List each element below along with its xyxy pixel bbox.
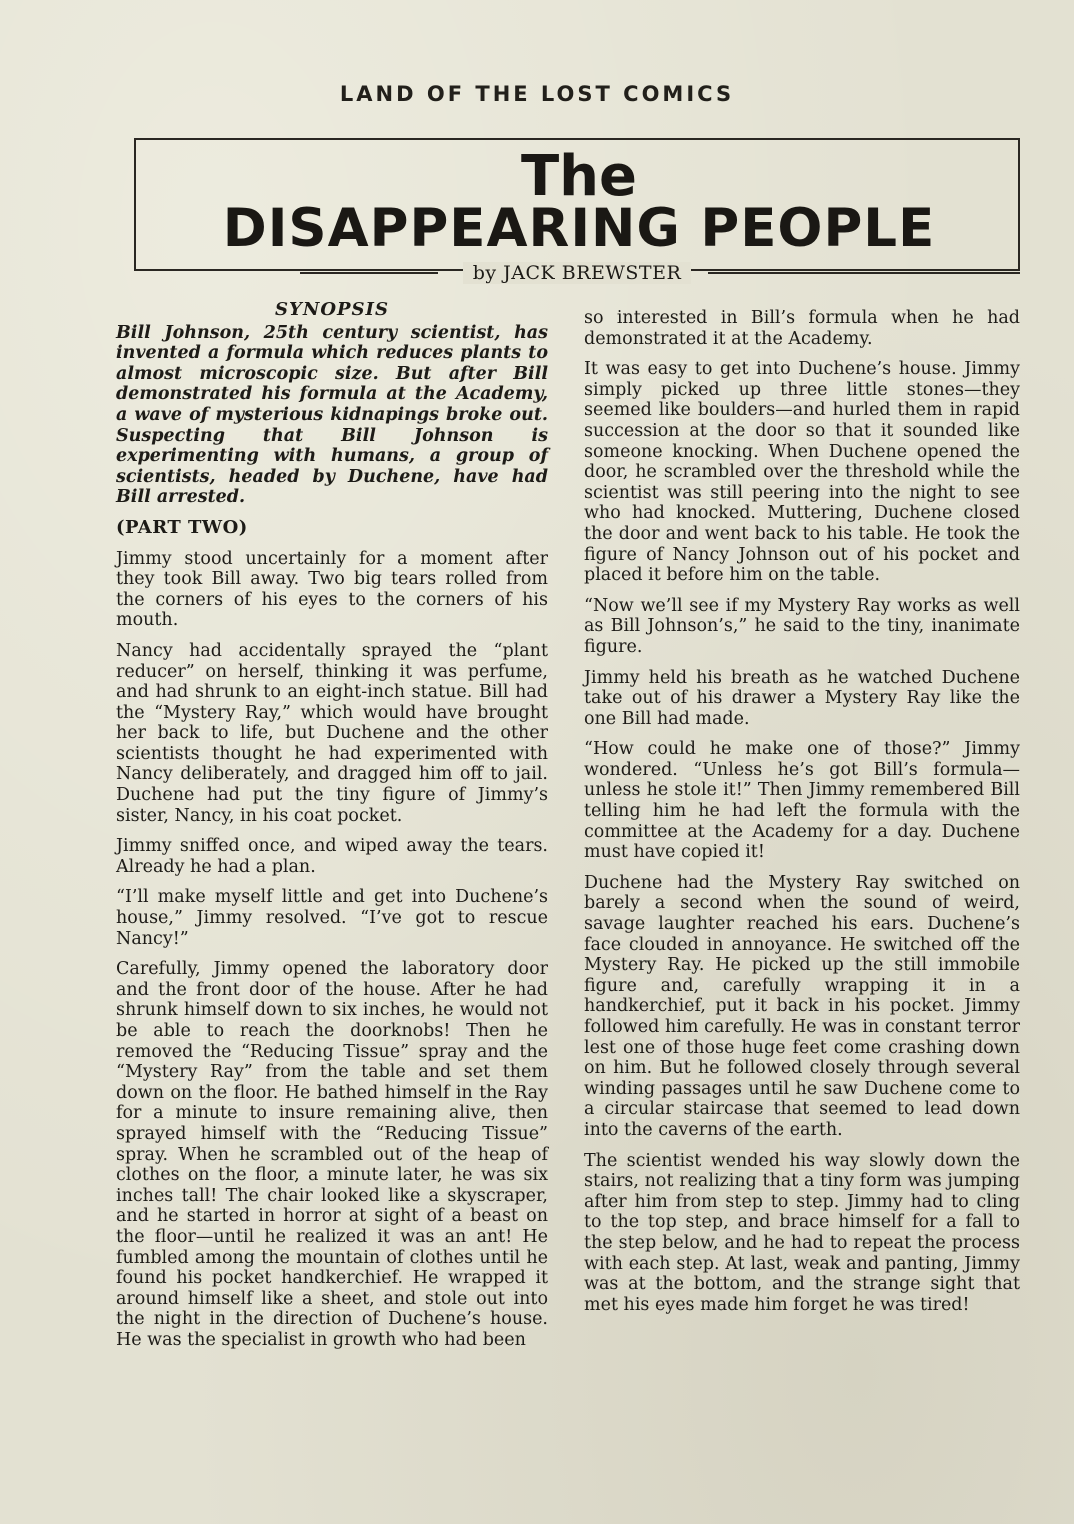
paragraph: Carefully, Jimmy opened the laboratory door and the front door of the house. After he had shrunk himself down to six inches, he would not be able to reach the doorknobs! Then he removed the “Reducing Tissue” spray and the “Mystery Ray” from the table and set them down on the floor. He bathed himself in the Ray for a minute to insure remaining alive, then sprayed himself with the “Reducing Tissue” spray. When he scrambled out of the heap of clothes on the floor, a minute later, he was six inches tall! The chair looked like a skyscraper, and he started in horror at sight of a beast on the floor—until he realized it was an ant! He fumbled among the mountain of clothes until he found his pocket handkerchief. He wrapped it around himself like a sheet, and stole out into the night in the direction of Duchene’s house. He was the specialist in growth who had been (116, 959, 548, 1350)
byline (134, 262, 1020, 284)
paragraph: Duchene had the Mystery Ray switched on barely a second when the sound of weird, savage laughter reached his ears. Duchene’s face clouded in annoyance. He switched off the Mystery Ray. He picked up the still immobile figure and, carefully wrapping it in a handkerchief, put it back in his pocket. Jimmy followed him carefully. He was in constant terror lest one of those huge feet come crashing down on him. But he followed closely through several winding passages until he saw Duchene come to a circular staircase that seemed to lead down into the caverns of the earth. (584, 872, 1020, 1140)
synopsis-text: Bill Johnson, 25th century scientist, has invented a formula which reduces plants to almost microscopic size. But after Bill demonstrated his formula at the Academy, a wave of mysterious kidnapings broke out. Suspecting that Bill Johnson is experimenting with humans, a group of scientists, headed by Duchene, have had Bill arrested. (116, 322, 548, 508)
title-box (134, 138, 1020, 271)
paragraph: so interested in Bill’s formula when he had demonstrated it at the Academy. (584, 308, 1020, 349)
paragraph: Jimmy held his breath as he watched Duchene take out of his drawer a Mystery Ray like the one Bill had made. (584, 667, 1020, 729)
part-label: (PART TWO) (116, 516, 248, 538)
paragraph: “How could he make one of those?” Jimmy wondered. “Unless he’s got Bill’s formula—unless he stole it!” Then Jimmy remembered Bill telling him he had left the formula with the committee at the Academy for a day. Duchene must have copied it! (584, 739, 1020, 863)
right-column (584, 300, 1020, 1325)
synopsis-heading: SYNOPSIS (275, 299, 389, 320)
paragraph: The scientist wended his way slowly down the stairs, not realizing that a tiny form was jumping after him from step to step. Jimmy had to cling to the top step, and brace himself for a fall to the step below, and he had to repeat the process with each step. At last, weak and panting, Jimmy was at the bottom, and the strange sight that met his eyes made him forget he was tired! (584, 1150, 1020, 1315)
paragraph: Nancy had accidentally sprayed the “plant reducer” on herself, thinking it was perfume, and had shrunk to an eight-inch statue. Bill had the “Mystery Ray,” which would have brought her back to life, but Duchene and the other scientists thought he had experimented with Nancy deliberately, and dragged him off to jail. Duchene had put the tiny figure of Jimmy’s sister, Nancy, in his coat pocket. (116, 640, 548, 826)
paragraph: “Now we’ll see if my Mystery Ray works as well as Bill Johnson’s,” he said to the tiny, inanimate figure. (584, 595, 1020, 657)
paragraph: “I’ll make myself little and get into Duchene’s house,” Jimmy resolved. “I’ve got to rescue Nancy!” (116, 887, 548, 949)
paragraph: Jimmy sniffed once, and wiped away the tears. Already he had a plan. (116, 836, 548, 877)
paragraph: Jimmy stood uncertainly for a moment after they took Bill away. Two big tears rolled from the corners of his eyes to the corners of his mouth. (116, 548, 548, 631)
running-head: LAND OF THE LOST COMICS (339, 82, 735, 106)
paragraph: It was easy to get into Duchene’s house. Jimmy simply picked up three little stones—they seemed like boulders—and hurled them in rapid succession at the door so that it sounded like someone knocking. When Duchene opened the door, he scrambled over the threshold while the scientist was still peering into the night to see who had knocked. Muttering, Duchene closed the door and went back to his table. He took the figure of Nancy Johnson out of his pocket and placed it before him on the table. (584, 359, 1020, 586)
title-line-2: DISAPPEARING PEOPLE (222, 198, 936, 259)
author-byline: by JACK BREWSTER (463, 262, 692, 284)
left-column (116, 300, 548, 1361)
title-line-1: The (520, 144, 638, 209)
